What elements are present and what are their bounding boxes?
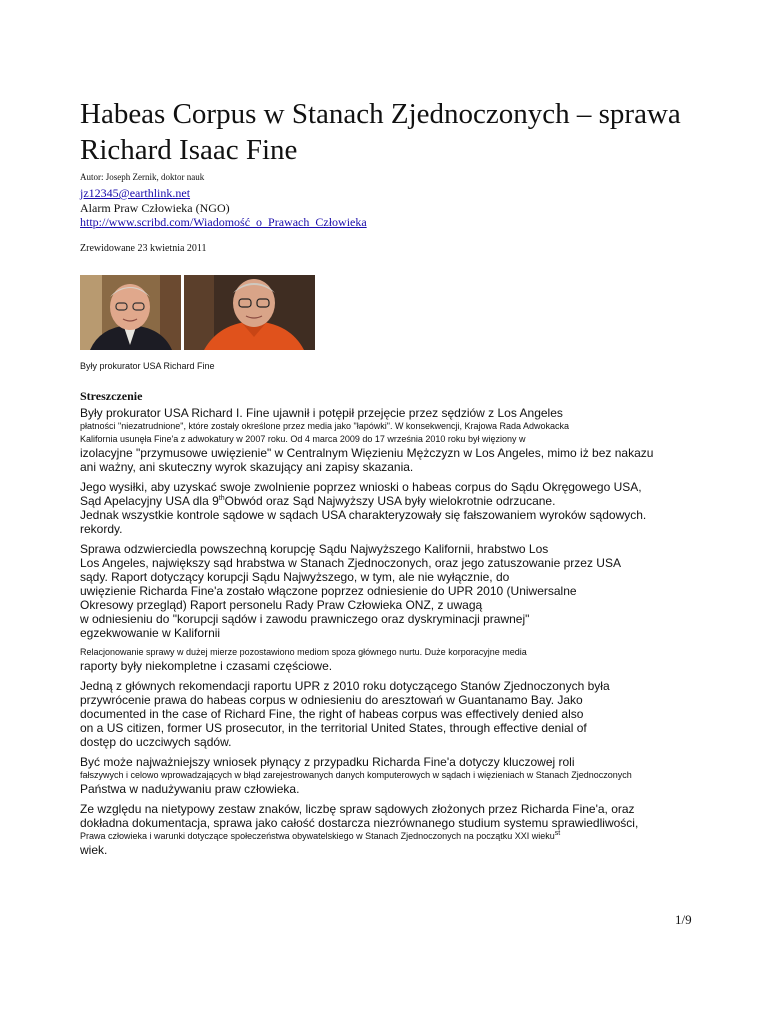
text-run: dokładna dokumentacja, sprawa jako całość dostarcza niezrównanego studium systemu sprawiedliwości,	[80, 816, 639, 830]
superscript: st	[554, 830, 561, 837]
text-line	[80, 659, 690, 673]
text-run: Okresowy przegląd) Raport personelu Rady Praw Człowieka ONZ, z uwagą	[80, 598, 483, 612]
text-line	[80, 433, 690, 446]
text-line	[80, 769, 690, 782]
text-run: sądy. Raport dotyczący korupcji Sądu Najwyższego, w tym, ale nie wyłącznie, do	[80, 570, 510, 584]
text-line	[80, 570, 690, 584]
text-run: Być może najważniejszy wniosek płynący z przypadku Richarda Fine'a dotyczy kluczowej roli	[80, 755, 575, 769]
text-line	[80, 460, 690, 474]
text-run: on a US citizen, former US prosecutor, in the territorial United States, through effective denial of	[80, 721, 587, 735]
abstract-paragraph	[80, 406, 690, 474]
abstract-paragraph	[80, 646, 690, 673]
abstract-paragraph	[80, 480, 690, 536]
text-line	[80, 542, 690, 556]
text-line	[80, 480, 690, 494]
text-run: izolacyjne "przymusowe uwięzienie" w Centralnym Więzieniu Mężczyzn w Los Angeles, mimo iż bez nakazu	[80, 446, 654, 460]
text-line	[80, 612, 690, 626]
abstract-paragraph	[80, 679, 690, 749]
abstract-paragraph	[80, 802, 690, 857]
photo-prison-portrait	[184, 275, 315, 350]
text-line	[80, 584, 690, 598]
text-line	[80, 707, 690, 721]
text-run: płatności "niezatrudnione", które zostały określone przez media jako "łapówki". W konsekwencji, Krajowa Rada Adwokacka	[80, 421, 570, 431]
abstract-body	[80, 406, 690, 863]
text-run: dostęp do uczciwych sądów.	[80, 735, 232, 749]
text-run: Państwa w nadużywaniu praw człowieka.	[80, 782, 300, 796]
text-run: Jednak wszystkie kontrole sądowe w sądach USA charakteryzowały się fałszowaniem wyroków sądowych.	[80, 508, 647, 522]
text-run: Prawa człowieka i warunki dotyczące społeczeństwa obywatelskiego w Stanach Zjednoczonych na początku XXI wieku	[80, 831, 555, 841]
text-line	[80, 782, 690, 796]
text-run: Relacjonowanie sprawy w dużej mierze pozostawiono mediom spoza głównego nurtu. Duże korporacyjne media	[80, 647, 527, 657]
text-line	[80, 646, 690, 659]
text-run: raporty były niekompletne i czasami częściowe.	[80, 659, 333, 673]
text-line	[80, 508, 690, 522]
text-line	[80, 406, 690, 420]
page-number: 1/9	[675, 912, 692, 927]
photo-portrait	[80, 275, 181, 350]
text-run: egzekwowanie w Kalifornii	[80, 626, 221, 640]
scribd-link[interactable]: http://www.scribd.com/Wiadomość_o_Prawach_Człowieka	[80, 215, 367, 229]
page-title: Habeas Corpus w Stanach Zjednoczonych – sprawa Richard Isaac Fine	[80, 98, 681, 166]
text-line	[80, 735, 690, 749]
text-line	[80, 843, 690, 857]
text-line	[80, 626, 690, 640]
text-run: wiek.	[80, 843, 108, 857]
text-run: uwięzienie Richarda Fine'a zostało włączone poprzez odniesienie do UPR 2010 (Uniwersalne	[80, 584, 577, 598]
section-heading: Streszczenie	[80, 389, 143, 403]
text-line	[80, 679, 690, 693]
text-run: ani ważny, ani skuteczny wyrok skazujący ani zapisy skazania.	[80, 460, 414, 474]
text-run: Jego wysiłki, aby uzyskać swoje zwolnienie poprzez wnioski o habeas corpus do Sądu Okręgowego USA,	[80, 480, 642, 494]
text-line	[80, 830, 690, 843]
text-line	[80, 420, 690, 433]
revision-date: Zrewidowane 23 kwietnia 2011	[80, 243, 207, 254]
text-run: Los Angeles, największy sąd hrabstwa w Stanach Zjednoczonych, oraz jego zatuszowanie przez USA	[80, 556, 621, 570]
text-line	[80, 522, 690, 536]
text-line	[80, 556, 690, 570]
text-line	[80, 755, 690, 769]
text-run: Były prokurator USA Richard I. Fine ujawnił i potępił przejęcie przez sędziów z Los Angeles	[80, 406, 563, 420]
text-line	[80, 598, 690, 612]
superscript: th	[218, 495, 225, 502]
text-run: w odniesieniu do "korupcji sądów i zawodu prawniczego oraz dyskryminacji prawnej"	[80, 612, 530, 626]
text-run: przywrócenie prawa do habeas corpus w odniesieniu do aresztowań w Guantanamo Bay. Jako	[80, 693, 583, 707]
text-run: Sąd Apelacyjny USA dla 9	[80, 494, 219, 508]
text-line	[80, 693, 690, 707]
abstract-paragraph	[80, 542, 690, 640]
text-line	[80, 446, 690, 460]
text-line	[80, 494, 690, 508]
organization-line: Alarm Praw Człowieka (NGO)	[80, 201, 230, 215]
author-line: Autor: Joseph Zernik, doktor nauk	[80, 172, 205, 182]
text-run: Jedną z głównych rekomendacji raportu UPR z 2010 roku dotyczącego Stanów Zjednoczonych była	[80, 679, 610, 693]
text-run: Sprawa odzwierciedla powszechną korupcję Sądu Najwyższego Kalifornii, hrabstwo Los	[80, 542, 549, 556]
email-link[interactable]: jz12345@earthlink.net	[80, 186, 191, 200]
text-run: Obwód oraz Sąd Najwyższy USA były wielokrotnie odrzucane.	[224, 494, 556, 508]
text-line	[80, 816, 690, 830]
text-run: fałszywych i celowo wprowadzających w błąd zarejestrowanych danych komputerowych w sądach i więzieniach w Stanach Zjednoczonych	[80, 770, 632, 780]
photo-caption: Były prokurator USA Richard Fine	[80, 361, 215, 371]
text-line	[80, 802, 690, 816]
text-run: documented in the case of Richard Fine, the right of habeas corpus was effectively denied also	[80, 707, 584, 721]
text-run: Ze względu na nietypowy zestaw znaków, liczbę spraw sądowych złożonych przez Richarda Fine'a, oraz	[80, 802, 635, 816]
abstract-paragraph	[80, 755, 690, 796]
text-line	[80, 721, 690, 735]
text-run: Kalifornia usunęła Fine'a z adwokatury w 2007 roku. Od 4 marca 2009 do 17 września 2010 roku był więziony w	[80, 434, 526, 444]
text-run: rekordy.	[80, 522, 123, 536]
